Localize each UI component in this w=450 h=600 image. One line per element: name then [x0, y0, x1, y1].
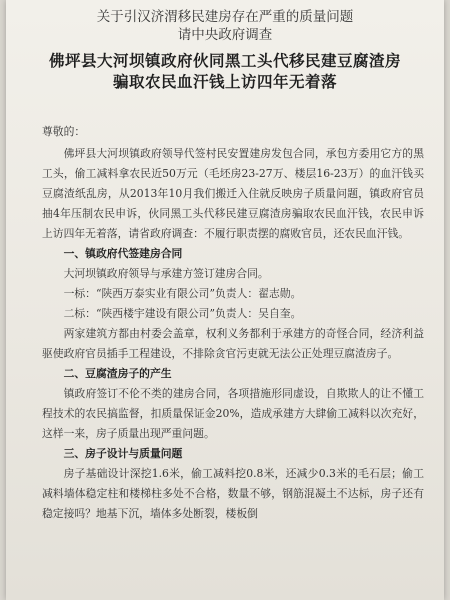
section-3-heading: 三、房子设计与质量问题 — [63, 447, 183, 460]
section-1-paragraph: 大河坝镇政府领导与承建方签订建房合同。 — [63, 267, 269, 280]
section-3-paragraph: 房子基础设计深挖1.6米，偷工减料挖0.8米，还减少0.3米的毛石层；偷工减料墙体稳定柱和楼梯柱多处不合格，数量不够，钢筋混凝土不达标，房子还有稳定接吗？地基下沉，墙体多处断裂，楼板倒 — [42, 467, 424, 520]
section-1-paragraph-2: 两家建筑方都由村委会盖章，权利义务都利于承建方的奇怪合同，经济利益驱使政府官员插手工程建设，不排除贪官污吏就无法公正处理豆腐渣房子。 — [42, 327, 424, 360]
document-page — [6, 0, 444, 600]
salutation: 尊敬的： — [42, 125, 86, 138]
section-2-heading: 二、豆腐渣房子的产生 — [63, 367, 172, 380]
document-header — [6, 8, 444, 92]
section-1-item-1: 一标：“陕西万泰实业有限公司”负责人：翟志勋。 — [63, 287, 302, 300]
header-line-1: 关于引汉济渭移民建房存在严重的质量问题 — [96, 9, 354, 25]
header-line-2: 请中央政府调查 — [177, 27, 273, 43]
section-1-item-2: 二标：“陕西楼宇建设有限公司”负责人：吴自奎。 — [63, 307, 302, 320]
intro-paragraph: 佛坪县大河坝镇政府领导代签村民安置建房发包合同，承包方委用它方的黑工头，偷工减料拿农民近50万元（毛坯房23-27万、楼层16-23万）的血汗钱买豆腐渣纸乱房，从2013年10月我们搬迁入住就反映房子质量问题，镇政府官员抽4年压制农民申诉，伙同黑工头代移民建豆腐渣房骗取农民血汗钱，农民申诉上访四年无着落，请省政府调查：不履行职责摆的腐败官员，还农民血汗钱。 — [42, 147, 424, 240]
section-1-heading: 一、镇政府代签建房合同 — [63, 247, 183, 260]
document-body — [42, 122, 424, 524]
section-2-paragraph: 镇政府签订不伦不类的建房合同，各项措施形同虚设，自欺欺人的让不懂工程技术的农民搞监督，扣质量保证金20%，造成承建方大肆偷工减料以次充好，这样一来，房子质量出现严重问题。 — [42, 387, 424, 440]
header-line-4: 骗取农民血汗钱上访四年无着落 — [112, 72, 337, 91]
header-line-3: 佛坪县大河坝镇政府伙同黑工头代移民建豆腐渣房 — [48, 51, 401, 70]
